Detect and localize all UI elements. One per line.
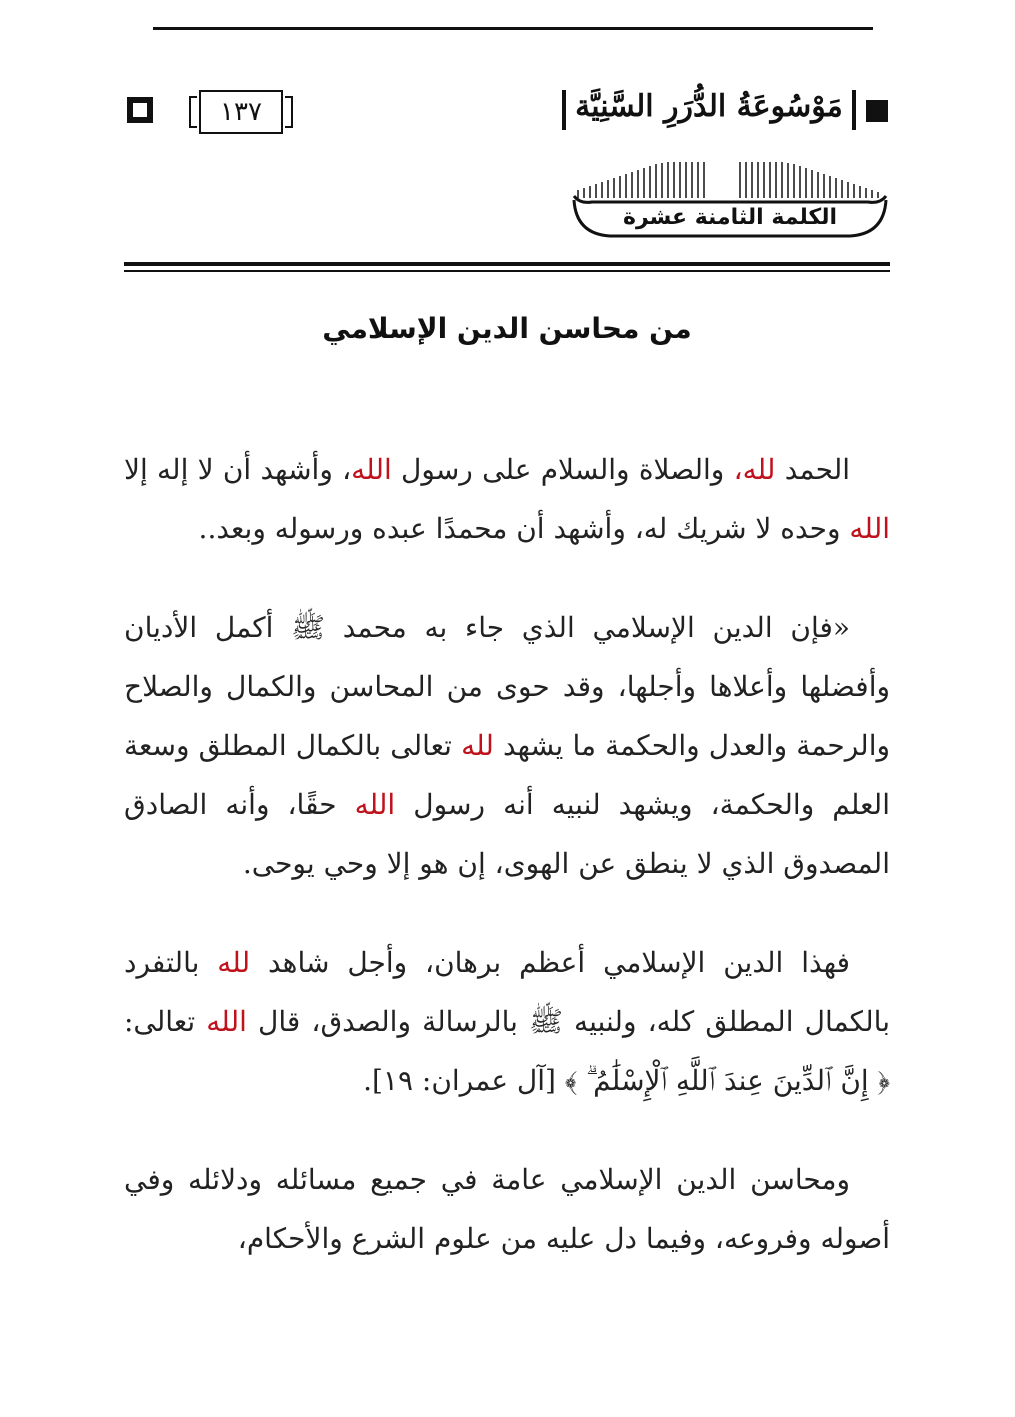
page-number-box [199,90,283,134]
article-body [124,440,890,1308]
text-span: تعالى: ﴿ إِنَّ ٱلدِّينَ عِندَ ٱللَّهِ ٱلْإِسْلَٰمُ ۗ ﴾ [آل عمران: ١٩]. [124,1005,890,1097]
page-number: ١٣٧ [220,97,262,127]
text-span: ومحاسن الدين الإسلامي عامة في جميع مسائله ودلائله وفي أصوله وفروعه، وفيما دل عليه من علوم الشرع والأحكام، [124,1163,890,1255]
text-span: فهذا الدين الإسلامي أعظم برهان، وأجل شاهد [250,946,850,979]
highlight-span: الله [849,512,890,545]
text-span: الحمد [775,453,850,486]
highlight-span: الله [206,1005,247,1038]
text-span: بالتفرد بالكمال المطلق كله، ولنبيه ﷺ بالرسالة والصدق، قال [124,946,890,1038]
chapter-label: الكلمة الثامنة عشرة [622,205,838,230]
header-square-ornament-left [127,97,153,123]
text-span: تعالى بالكمال المطلق وسعة العلم والحكمة، ويشهد لنبيه أنه رسول [124,729,890,821]
highlight-span: الله [351,453,392,486]
highlight-span: لله [461,729,494,762]
encyclopedia-logo: مَوْسُوعَةُ الدُّرَرِ السَّنِيَّة [574,80,844,132]
header-tick-left [562,90,566,130]
paragraph-4 [124,1150,890,1268]
text-span: ، وأشهد أن لا إله إلا [124,453,352,486]
text-span: «فإن الدين الإسلامي الذي جاء به محمد ﷺ أكمل الأديان وأفضلها وأعلاها وأجلها، وقد حوى من المحاسن والكمال والصلاح والرحمة والعدل والحكمة ما يشهد [124,611,890,762]
paragraph-2 [124,598,890,893]
text-span: وحده لا شريك له، وأشهد أن محمدًا عبده ورسوله وبعد.. [198,512,850,545]
section-title: من محاسن الدين الإسلامي [322,312,692,345]
text-span: والصلاة والسلام على رسول [391,453,734,486]
header-rule-thick [124,262,890,266]
header-line [153,27,873,30]
highlight-span: الله [354,788,396,821]
header-rule-thin [124,270,890,272]
paragraph-1 [124,440,890,558]
text-span: حقًا، وأنه الصادق المصدوق الذي لا ينطق عن الهوى، إن هو إلا وحي يوحى. [124,788,890,880]
highlight-span: لله [217,946,251,979]
highlight-span: لله، [733,453,776,486]
paragraph-3 [124,933,890,1110]
header-tick-right [852,90,856,130]
header-square-ornament-right [866,100,888,122]
